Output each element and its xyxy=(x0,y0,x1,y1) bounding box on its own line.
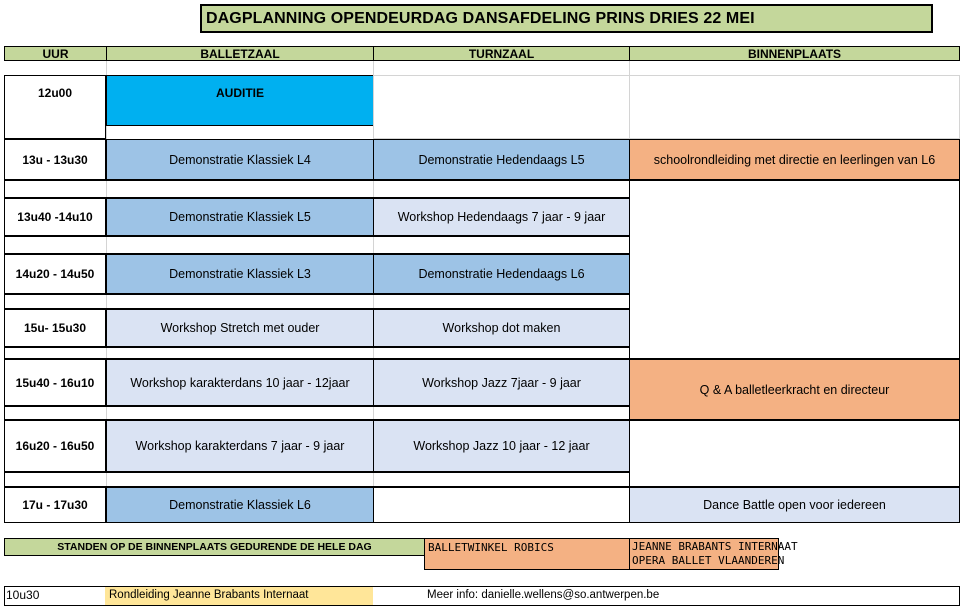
spacer-row xyxy=(4,294,630,309)
stands-label: STANDEN OP DE BINNENPLAATS GEDURENDE DE HELE DAG xyxy=(4,538,425,556)
time-cell: 13u - 13u30 xyxy=(4,139,106,180)
spacer-row xyxy=(4,472,630,487)
footer-activity: Rondleiding Jeanne Brabants Internaat xyxy=(105,587,373,605)
stand-internaat xyxy=(632,540,892,570)
header-time: UUR xyxy=(4,46,107,61)
slot-turnzaal: Workshop Hedendaags 7 jaar - 9 jaar xyxy=(373,198,630,236)
header-turnzaal: TURNZAAL xyxy=(373,46,630,61)
page-title: DAGPLANNING OPENDEURDAG DANSAFDELING PRINS DRIES 22 MEI xyxy=(200,4,933,33)
slot-balletzaal-auditie: AUDITIE xyxy=(106,75,374,126)
slot-balletzaal: Workshop Stretch met ouder xyxy=(106,309,374,347)
footer-info[interactable]: Meer info: danielle.wellens@so.antwerpen.be xyxy=(427,589,660,601)
empty-binnenplaats-block xyxy=(629,180,960,359)
spacer-row xyxy=(4,180,630,198)
time-cell: 16u20 - 16u50 xyxy=(4,420,106,472)
empty-cell xyxy=(629,75,960,139)
time-cell: 15u- 15u30 xyxy=(4,309,106,347)
schedule-grid xyxy=(4,46,960,523)
empty-cell xyxy=(373,487,630,523)
slot-balletzaal: Demonstratie Klassiek L3 xyxy=(106,254,374,294)
slot-turnzaal: Demonstratie Hedendaags L5 xyxy=(373,139,630,180)
slot-turnzaal: Workshop dot maken xyxy=(373,309,630,347)
stand-internaat-line1: JEANNE BRABANTS INTERNAAT xyxy=(632,540,798,553)
slot-balletzaal: Demonstratie Klassiek L5 xyxy=(106,198,374,236)
header-balletzaal: BALLETZAAL xyxy=(106,46,374,61)
stand-internaat-line2: OPERA BALLET VLAANDEREN xyxy=(632,554,785,567)
slot-balletzaal: Workshop karakterdans 10 jaar - 12jaar xyxy=(106,359,374,406)
time-cell: 15u40 - 16u10 xyxy=(4,359,106,406)
slot-binnenplaats: schoolrondleiding met directie en leerlingen van L6 xyxy=(629,139,960,180)
footer-time: 10u30 xyxy=(6,588,40,602)
slot-binnenplaats: Dance Battle open voor iedereen xyxy=(629,487,960,523)
slot-balletzaal: Demonstratie Klassiek L4 xyxy=(106,139,374,180)
empty-cell xyxy=(373,75,630,139)
empty-cell xyxy=(629,420,960,487)
slot-binnenplaats: Q & A balletleerkracht en directeur xyxy=(629,359,960,420)
time-cell: 14u20 - 14u50 xyxy=(4,254,106,294)
slot-balletzaal: Demonstratie Klassiek L6 xyxy=(106,487,374,523)
stand-balletwinkel: BALLETWINKEL ROBICS xyxy=(424,538,630,570)
time-cell: 13u40 -14u10 xyxy=(4,198,106,236)
slot-turnzaal: Workshop Jazz 7jaar - 9 jaar xyxy=(373,359,630,406)
header-binnenplaats: BINNENPLAATS xyxy=(629,46,960,61)
slot-turnzaal: Workshop Jazz 10 jaar - 12 jaar xyxy=(373,420,630,472)
spacer-row xyxy=(4,236,630,254)
slot-turnzaal: Demonstratie Hedendaags L6 xyxy=(373,254,630,294)
time-cell: 12u00 xyxy=(4,75,106,139)
time-cell: 17u - 17u30 xyxy=(4,487,106,523)
slot-balletzaal: Workshop karakterdans 7 jaar - 9 jaar xyxy=(106,420,374,472)
spacer-row xyxy=(4,406,630,420)
spacer-row xyxy=(4,347,630,359)
